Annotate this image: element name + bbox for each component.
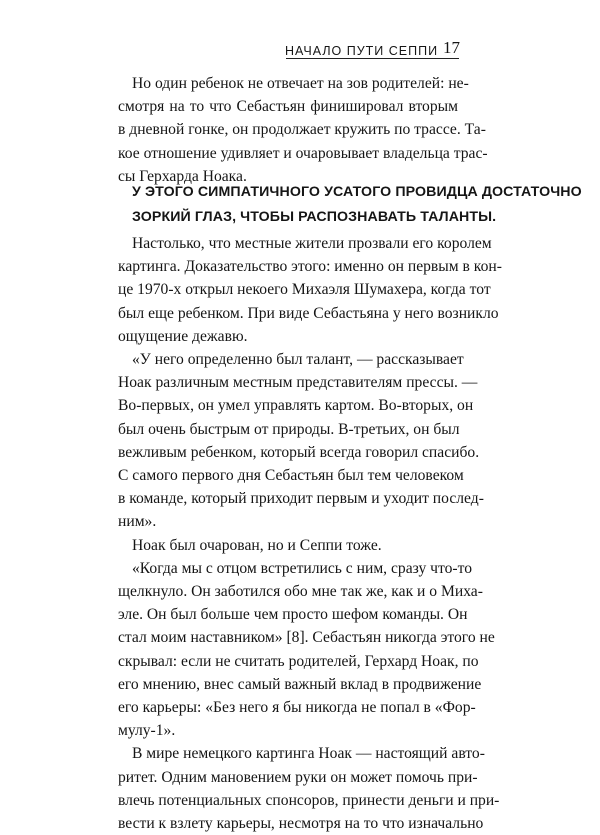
text-line: ритет. Одним мановением руки он может помочь при- <box>118 768 478 786</box>
body-text <box>118 232 502 835</box>
page-number: 17 <box>443 38 460 57</box>
running-head <box>285 38 460 58</box>
text-line: В мире немецкого картинга Ноак — настоящий авто- <box>132 745 485 763</box>
pull-quote <box>118 180 582 230</box>
text-line: скрывал: если не считать родителей, Герхард Ноак, по <box>118 652 479 670</box>
chapter-title: НАЧАЛО ПУТИ СЕППИ <box>285 44 439 58</box>
text-line: ощущение дежавю. <box>118 327 248 345</box>
text-line: его мнению, внес самый важный вклад в продвижение <box>118 675 482 693</box>
text-line: Ноак был очарован, но и Сеппи тоже. <box>132 536 382 554</box>
text-line: Во-первых, он умел управлять картом. Во-вторых, он <box>118 397 474 415</box>
text-line: вежливым ребенком, который всегда говорил спасибо. <box>118 443 480 461</box>
text-line: был очень быстрым от природы. В-третьих, он был <box>118 420 460 438</box>
paragraph-intro <box>118 72 488 188</box>
text-line: в команде, который приходит первым и уходит послед- <box>118 490 484 508</box>
text-line: был еще ребенком. При виде Себастьяна у него возникло <box>118 304 499 322</box>
text-line: вести к взлету карьеры, несмотря на то что изначально <box>118 815 484 833</box>
text-line: «У него определенно был талант, — рассказывает <box>132 351 464 369</box>
pull-quote-line: ЗОРКИЙ ГЛАЗ, ЧТОБЫ РАСПОЗНАВАТЬ ТАЛАНТЫ. <box>132 209 497 225</box>
text-line: смотря на то что Себастьян финишировал вторым <box>118 98 458 116</box>
text-line: Но один ребенок не отвечает на зов родителей: не- <box>132 75 469 92</box>
text-line: «Когда мы с отцом встретились с ним, сразу что-то <box>132 559 472 577</box>
text-line: мулу-1». <box>118 722 176 740</box>
text-line: сы Герхарда Ноака. <box>118 167 247 185</box>
text-line: его карьеры: «Без него я бы никогда не попал в «Фор- <box>118 699 476 717</box>
text-line: кое отношение удивляет и очаровывает владельца трас- <box>118 144 488 162</box>
text-line: С самого первого дня Себастьян был тем человеком <box>118 467 464 485</box>
pull-quote-line: У ЭТОГО СИМПАТИЧНОГО УСАТОГО ПРОВИДЦА ДОСТАТОЧНО <box>132 184 582 200</box>
text-line: це 1970-х открыл некоего Михаэля Шумахера, когда тот <box>118 281 491 299</box>
text-line: эле. Он был больше чем просто шефом команды. Он <box>118 606 468 624</box>
text-line: щелкнуло. Он заботился обо мне так же, как и о Миха- <box>118 583 483 601</box>
text-line: ним». <box>118 513 157 531</box>
text-line: стал моим наставником» [8]. Себастьян никогда этого не <box>118 629 495 647</box>
header-rule <box>286 58 459 59</box>
text-line: Настолько, что местные жители прозвали его королем <box>132 235 492 252</box>
text-line: Ноак различным местным представителям прессы. — <box>118 374 478 392</box>
text-line: картинга. Доказательство этого: именно он первым в кон- <box>118 258 502 276</box>
text-line: влечь потенциальных спонсоров, принести деньги и при- <box>118 791 500 809</box>
text-line: в дневной гонке, он продолжает кружить по трассе. Та- <box>118 121 486 139</box>
